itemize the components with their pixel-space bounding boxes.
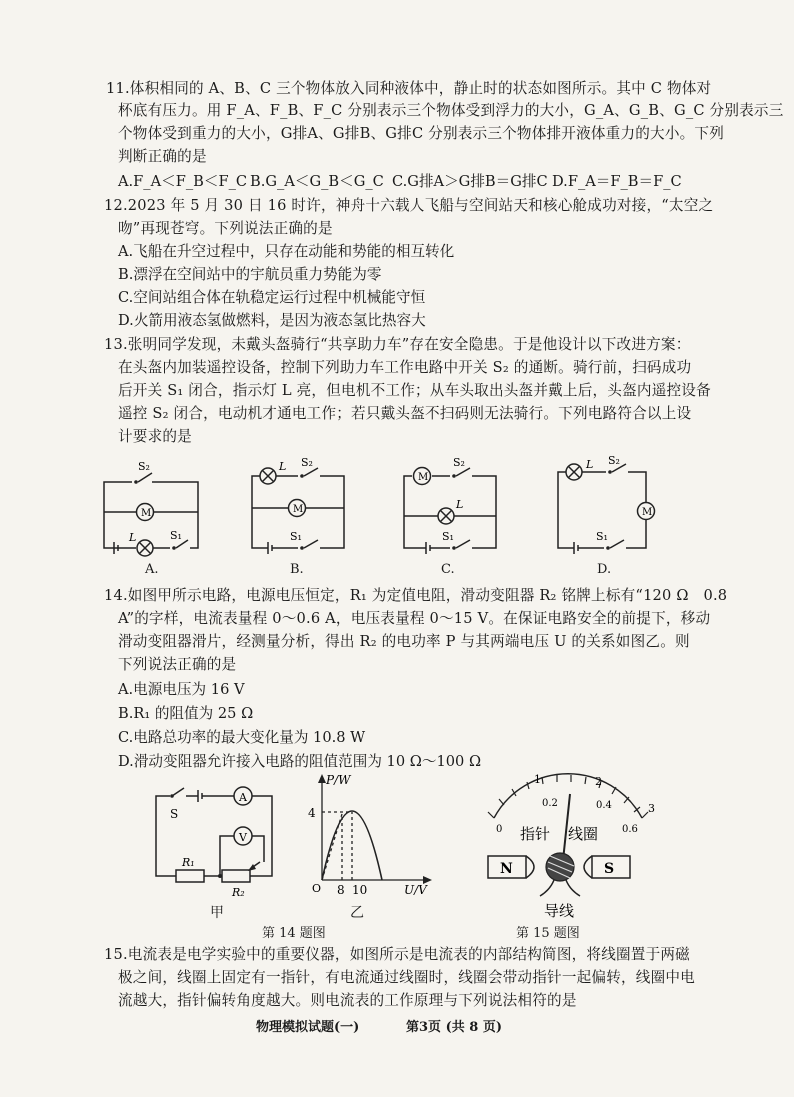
fig15-label-n: N bbox=[500, 861, 513, 877]
q11-option-c: C.G排A＞G排B＝G排C bbox=[392, 173, 548, 190]
q14-line-3: 滑动变阻器滑片，经测量分析，得出 R₂ 的电功率 P 与其两端电压 U 的关系如图乙。则 bbox=[118, 633, 690, 650]
circuit-b-label: B. bbox=[290, 562, 304, 577]
fig14-x-tick-8: 8 bbox=[337, 883, 345, 897]
fig15-label-s: S bbox=[604, 861, 615, 877]
fig15-label-pointer: 指针 bbox=[520, 825, 551, 843]
circuit-b-motor: M bbox=[293, 504, 304, 515]
q11-line-4: 判断正确的是 bbox=[118, 148, 207, 165]
figure-15-caption: 第 15 题图 bbox=[516, 926, 580, 941]
fig14-y-tick-4: 4 bbox=[308, 806, 316, 820]
fig14-r2: R₂ bbox=[232, 886, 245, 899]
circuit-a-s1: S₁ bbox=[170, 529, 182, 542]
q13-line-1: 13.张明同学发现，未戴头盔骑行“共享助力车”存在安全隐患。于是他设计以下改进方案： bbox=[104, 336, 691, 353]
q15-line-2: 极之间，线圈上固定有一指针，有电流通过线圈时，线圈会带动指针一起偏转，线圈中电 bbox=[118, 969, 695, 986]
circuit-a-lamp: L bbox=[129, 531, 137, 544]
q14-option-a: A.电源电压为 16 V bbox=[118, 681, 245, 698]
q14-option-b: B.R₁ 的阻值为 25 Ω bbox=[118, 705, 254, 722]
fig14-origin: O bbox=[312, 882, 322, 895]
q12-line-2: 吻”再现苍穹。下列说法正确的是 bbox=[118, 220, 333, 237]
fig15-label-coil: 线圈 bbox=[568, 825, 599, 843]
fig15-scale-0-4: 0.4 bbox=[596, 800, 612, 811]
q11-line-2: 杯底有压力。用 F_A、F_B、F_C 分别表示三个物体受到浮力的大小，G_A、G_B、G_C 分别表示三 bbox=[118, 102, 784, 119]
fig14-voltmeter: V bbox=[239, 831, 247, 844]
fig15-scale-0-2: 0.2 bbox=[542, 798, 558, 809]
circuit-a bbox=[98, 458, 208, 560]
circuit-c-label: C. bbox=[441, 562, 455, 577]
q11-option-b: B.G_A＜G_B＜G_C bbox=[250, 173, 384, 190]
q12-option-d: D.火箭用液态氢做燃料，是因为液态氢比热容大 bbox=[118, 312, 426, 329]
circuit-d-s2: S₂ bbox=[608, 454, 620, 467]
figure-14-caption: 第 14 题图 bbox=[262, 926, 326, 941]
fig14-x-tick-10: 10 bbox=[352, 883, 368, 897]
circuit-b bbox=[246, 458, 356, 560]
fig15-scale-3: 3 bbox=[648, 802, 655, 815]
fig14-y-label: P/W bbox=[326, 773, 351, 787]
figure-14-jia-circuit bbox=[150, 776, 282, 901]
q14-line-1: 14.如图甲所示电路，电源电压恒定，R₁ 为定值电阻，滑动变阻器 R₂ 铭牌上标有“120 Ω 0.8 bbox=[104, 587, 728, 604]
fig15-scale-2: 2 bbox=[595, 775, 602, 788]
circuit-a-motor: M bbox=[141, 508, 152, 519]
q14-option-d: D.滑动变阻器允许接入电路的阻值范围为 10 Ω～100 Ω bbox=[118, 753, 482, 770]
fig14-x-label: U/V bbox=[404, 883, 427, 897]
circuit-d-motor: M bbox=[642, 507, 653, 518]
footer-page-number: 第3页 (共 8 页) bbox=[406, 1020, 502, 1035]
circuit-b-s2: S₂ bbox=[301, 456, 313, 469]
figure-14-yi-graph bbox=[300, 770, 440, 898]
q11-option-d: D.F_A＝F_B＝F_C bbox=[552, 173, 682, 190]
circuit-b-lamp: L bbox=[279, 460, 287, 473]
q14-option-c: C.电路总功率的最大变化量为 10.8 W bbox=[118, 729, 366, 746]
circuit-d-s1: S₁ bbox=[596, 530, 608, 543]
q11-line-1: 11.体积相同的 A、B、C 三个物体放入同种液体中，静止时的状态如图所示。其中 C 物体对 bbox=[106, 80, 712, 97]
q12-option-a: A.飞船在升空过程中，只存在动能和势能的相互转化 bbox=[118, 243, 455, 260]
q13-line-4: 遥控 S₂ 闭合，电动机才通电工作；若只戴头盔不扫码则无法骑行。下列电路符合以上设 bbox=[118, 405, 692, 422]
q12-line-1: 12.2023 年 5 月 30 日 16 时许，神舟十六载人飞船与空间站天和核心舱成功对接，“太空之 bbox=[104, 197, 714, 214]
circuit-d-lamp: L bbox=[586, 458, 594, 471]
circuit-b-s1: S₁ bbox=[290, 530, 302, 543]
q12-option-c: C.空间站组合体在轨稳定运行过程中机械能守恒 bbox=[118, 289, 426, 306]
circuit-d-label: D. bbox=[597, 562, 612, 577]
figure-14-jia-caption: 甲 bbox=[210, 905, 224, 921]
q12-option-b: B.漂浮在空间站中的宇航员重力势能为零 bbox=[118, 266, 382, 283]
circuit-c-s2: S₂ bbox=[453, 456, 465, 469]
figure-15-ammeter-structure bbox=[478, 772, 658, 922]
q15-line-1: 15.电流表是电学实验中的重要仪器，如图所示是电流表的内部结构简图，将线圈置于两磁 bbox=[104, 946, 690, 963]
circuit-c-lamp: L bbox=[456, 498, 464, 511]
q13-line-5: 计要求的是 bbox=[118, 428, 192, 445]
q11-line-3: 个物体受到重力的大小，G排A、G排B、G排C 分别表示三个物体排开液体重力的大小。下列 bbox=[118, 125, 725, 142]
fig14-r1: R₁ bbox=[182, 856, 195, 869]
q13-line-2: 在头盔内加装遥控设备，控制下列助力车工作电路中开关 S₂ 的通断。骑行前，扫码成功 bbox=[118, 359, 692, 376]
fig14-ammeter: A bbox=[239, 791, 247, 804]
circuit-a-s2: S₂ bbox=[138, 460, 150, 473]
circuit-c-s1: S₁ bbox=[442, 530, 454, 543]
fig15-scale-0-6: 0.6 bbox=[622, 824, 638, 835]
q13-line-3: 后开关 S₁ 闭合，指示灯 L 亮，但电机不工作；从车头取出头盔并戴上后，头盔内遥控设备 bbox=[118, 382, 711, 399]
footer-subject: 物理模拟试题(一) bbox=[256, 1020, 360, 1035]
fig15-scale-0: 0 bbox=[496, 824, 503, 835]
q15-line-3: 流越大，指针偏转角度越大。则电流表的工作原理与下列说法相符的是 bbox=[118, 992, 577, 1009]
q14-line-2: A”的字样，电流表量程 0～0.6 A，电压表量程 0～15 V。在保证电路安全的前提下，移动 bbox=[118, 610, 711, 627]
fig15-label-wire: 导线 bbox=[544, 902, 575, 920]
circuit-a-label: A. bbox=[145, 562, 159, 577]
fig15-scale-1: 1 bbox=[534, 773, 541, 786]
figure-14-yi-caption: 乙 bbox=[350, 905, 364, 921]
fig14-switch-s: S bbox=[170, 807, 179, 821]
q14-line-4: 下列说法正确的是 bbox=[118, 656, 237, 673]
circuit-c-motor: M bbox=[418, 472, 429, 483]
circuit-d bbox=[552, 454, 662, 560]
circuit-c bbox=[398, 458, 508, 560]
q11-option-a: A.F_A＜F_B＜F_C bbox=[118, 173, 248, 190]
